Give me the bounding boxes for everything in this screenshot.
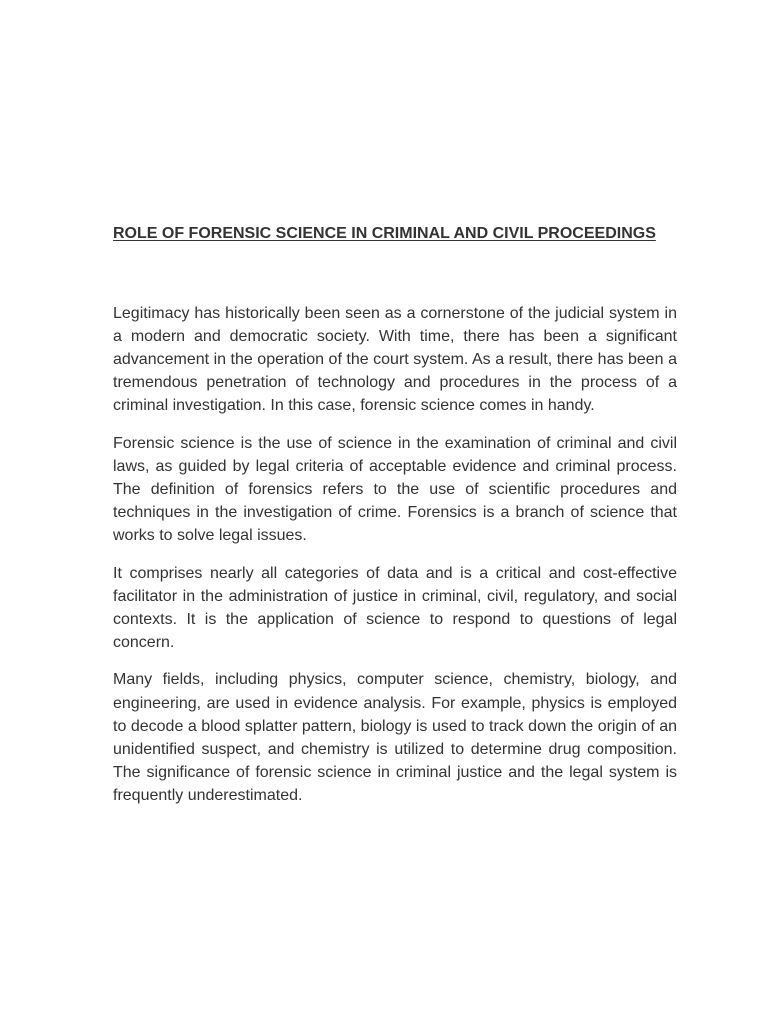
- document-body: [113, 302, 677, 808]
- paragraph-scope: It comprises nearly all categories of data and is a critical and cost-effective facilitator in the administration of justice in criminal, civil, regulatory, and social contexts. It is the application of science to respond to questions of legal concern.: [113, 564, 677, 652]
- paragraph-definition: Forensic science is the use of science in the examination of criminal and civil laws, as guided by legal criteria of acceptable evidence and criminal process. The definition of forensics refers to the use of scientific procedures and techniques in the investigation of crime. Forensics is a branch of science that works to solve legal issues.: [113, 434, 677, 545]
- document-content: [113, 222, 677, 822]
- paragraph-fields: Many fields, including physics, computer science, chemistry, biology, and engineering, are used in evidence analysis. For example, physics is employed to decode a blood splatter pattern, biology is used to track down the origin of an unidentified suspect, and chemistry is utilized to determine drug composition. The significance of forensic science in criminal justice and the legal system is frequently underestimated.: [113, 671, 677, 805]
- paragraph-legitimacy: Legitimacy has historically been seen as a cornerstone of the judicial system in a modern and democratic society. With time, there has been a significant advancement in the operation of the court system. As a result, there has been a tremendous penetration of technology and procedures in the process of a criminal investigation. In this case, forensic science comes in handy.: [113, 304, 677, 415]
- document-title: ROLE OF FORENSIC SCIENCE IN CRIMINAL AND CIVIL PROCEEDINGS: [113, 225, 656, 242]
